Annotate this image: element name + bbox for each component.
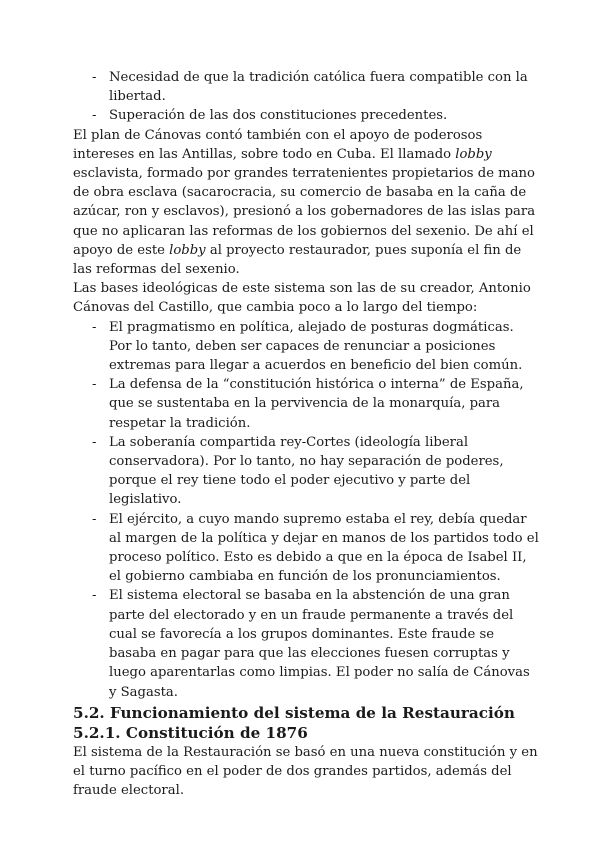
dash-marker: - (92, 588, 97, 604)
list-item-text: El pragmatismo en política, alejado de posturas dogmáticas. Por lo tanto, deben ser capaces de renunciar a posiciones extremas para llegar a acuerdos en beneficio del bien común. (109, 319, 523, 374)
dash-marker: - (92, 377, 97, 393)
italic-term: lobby (169, 242, 206, 258)
list-item-text: La defensa de la “constitución histórica o interna” de España, que se sustentaba en la pervivencia de la monarquía, para respetar la tradición. (109, 377, 524, 431)
list-item (92, 68, 540, 106)
list-item-text: El sistema electoral se basaba en la abstención de una gran parte del electorado y en un fraude permanente a través del cual se favorecía a los grupos dominantes. Este fraude se basaba en pagar para que las elecciones fuesen corruptas y luego aparentarlas como limpias. El poder no salía de Cánovas y Sagasta. (109, 588, 530, 700)
list-item (92, 510, 540, 587)
dash-marker: - (92, 511, 97, 527)
dash-marker: - (92, 319, 97, 335)
paragraph-bases: Las bases ideológicas de este sistema son las de su creador, Antonio Cánovas del Castillo, que cambia poco a lo largo del tiempo: (73, 281, 531, 316)
list-item (92, 106, 540, 125)
bullet-list-2 (73, 318, 540, 702)
text-run: esclavista, formado por grandes terratenientes propietarios de mano de obra esclava (sacarocracia, su comercio de basaba en la caña de azúcar, ron y esclavos), presionó a los gobernadores de las islas para que no aplicaran las reformas de los gobiernos del sexenio. De ahí el apoyo de este (73, 166, 536, 258)
list-item (92, 318, 540, 376)
list-item (92, 375, 540, 433)
section-heading: 5.2. Funcionamiento del sistema de la Restauración (73, 703, 515, 722)
text-run: al proyecto restaurador, pues suponía el fin de las reformas del sexenio. (73, 242, 522, 278)
bullet-list-1 (73, 68, 540, 126)
dash-marker: - (92, 70, 97, 85)
subsection-heading: 5.2.1. Constitución de 1876 (73, 723, 308, 742)
list-item (92, 586, 540, 701)
list-item-text: La soberanía compartida rey-Cortes (ideología liberal conservadora). Por lo tanto, no hay separación de poderes, porque el rey tiene todo el poder ejecutivo y parte del legislativo. (109, 434, 504, 508)
paragraph-lobby (73, 126, 540, 280)
list-item (92, 433, 540, 510)
italic-term: lobby (455, 146, 492, 162)
dash-marker: - (92, 108, 97, 124)
list-item-text: Necesidad de que la tradición católica fuera compatible con la libertad. (109, 70, 528, 105)
dash-marker: - (92, 434, 97, 450)
list-item-text: Superación de las dos constituciones precedentes. (109, 108, 448, 124)
text-run: El plan de Cánovas contó también con el apoyo de poderosos intereses en las Antillas, sobre todo en Cuba. El llamado (73, 127, 483, 162)
list-item-text: El ejército, a cuyo mando supremo estaba el rey, debía quedar al margen de la política y dejar en manos de los partidos todo el proceso político. Esto es debido a que en la época de Isabel II, el gobierno cambiaba en función de los pronunciamientos. (109, 511, 539, 585)
paragraph-restauracion: El sistema de la Restauración se basó en una nueva constitución y en el turno pacífico en el poder de dos grandes partidos, además del fraude electoral. (73, 744, 538, 799)
